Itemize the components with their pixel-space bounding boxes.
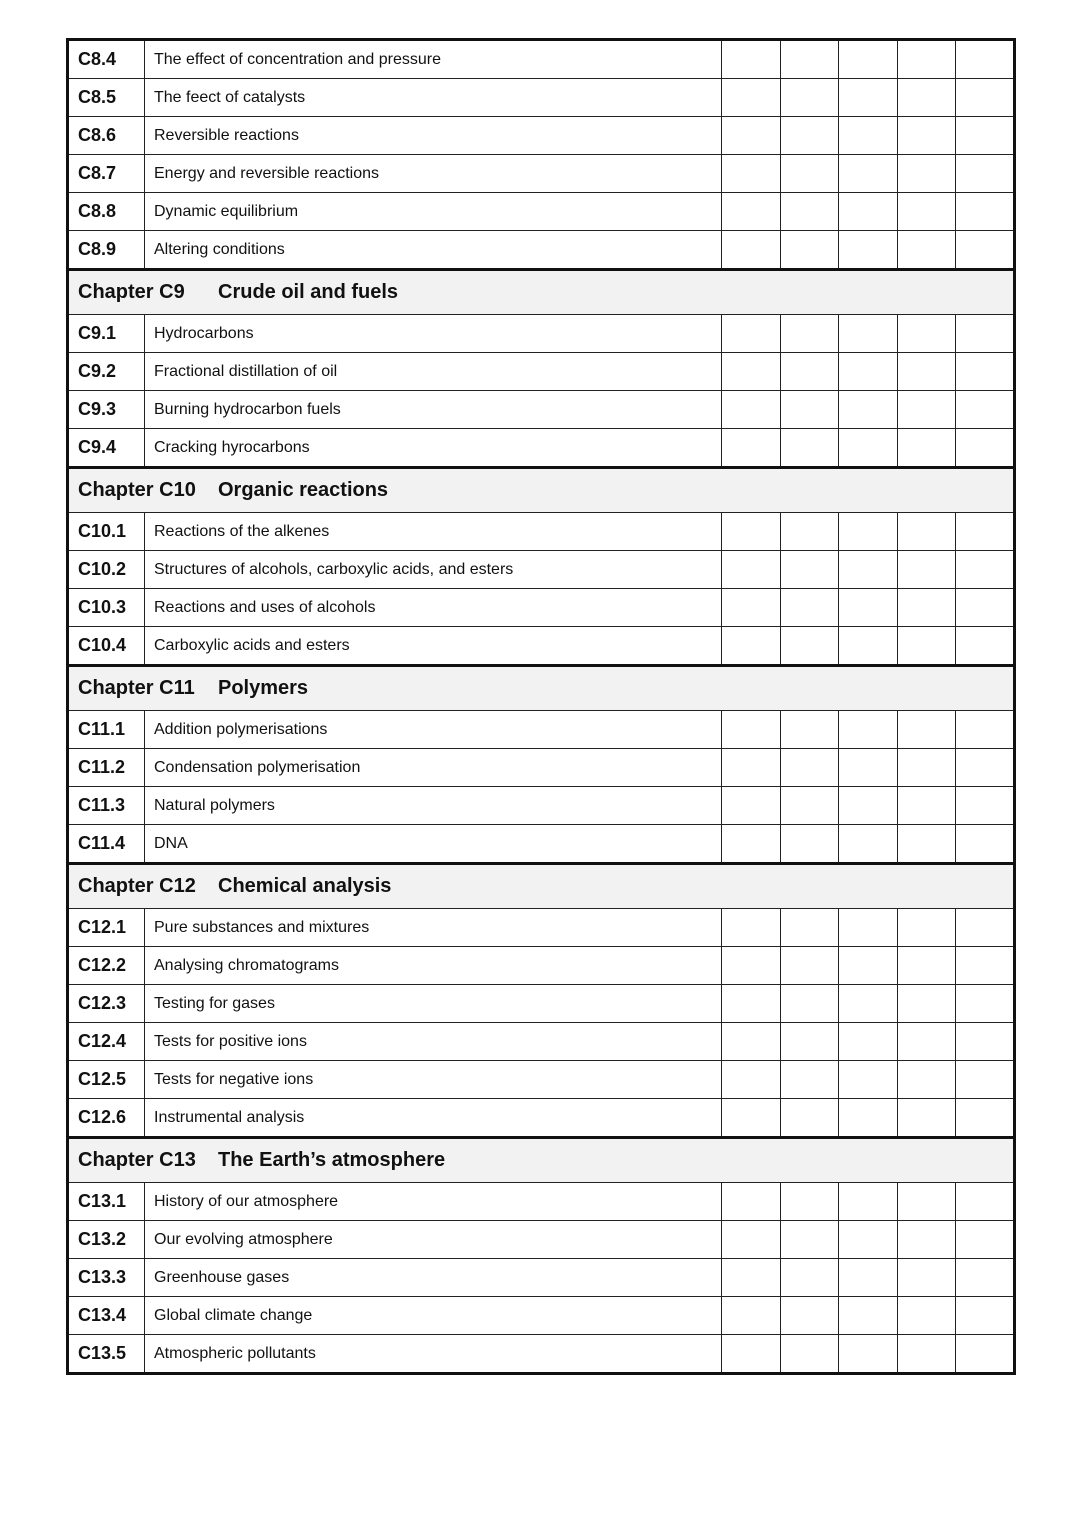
chapter-title: Chemical analysis [218,875,392,897]
rating-box-4[interactable] [897,40,956,79]
rating-box-4[interactable] [897,155,956,193]
rating-box-1[interactable] [722,193,781,231]
topic-code: C10.2 [68,551,145,589]
rating-box-5[interactable] [956,1335,1015,1374]
chapter-number: Chapter C10 [78,479,196,501]
rating-box-1[interactable] [722,909,781,947]
rating-box-3[interactable] [839,1297,898,1335]
rating-box-1[interactable] [722,551,781,589]
topic-row [68,1099,1015,1138]
rating-box-5[interactable] [956,1259,1015,1297]
chapter-number: Chapter C13 [78,1149,196,1171]
rating-box-2[interactable] [780,947,839,985]
rating-box-1[interactable] [722,513,781,551]
rating-box-3[interactable] [839,1335,898,1374]
rating-box-3[interactable] [839,985,898,1023]
topic-code: C9.4 [68,429,145,468]
topic-code: C13.3 [68,1259,145,1297]
rating-box-5[interactable] [956,825,1015,864]
rating-box-2[interactable] [780,1183,839,1221]
topic-title: The feect of catalysts [145,79,722,117]
chapter-header-row [68,666,1015,711]
rating-box-3[interactable] [839,193,898,231]
rating-box-5[interactable] [956,711,1015,749]
topic-row [68,589,1015,627]
rating-box-1[interactable] [722,985,781,1023]
topic-title: Structures of alcohols, carboxylic acids, and esters [145,551,722,589]
rating-box-2[interactable] [780,1023,839,1061]
rating-box-1[interactable] [722,231,781,270]
rating-box-5[interactable] [956,1061,1015,1099]
topic-code: C13.5 [68,1335,145,1374]
topic-title: Testing for gases [145,985,722,1023]
rating-box-2[interactable] [780,985,839,1023]
rating-box-5[interactable] [956,429,1015,468]
chapter-title: Crude oil and fuels [218,281,399,303]
rating-box-2[interactable] [780,193,839,231]
topic-title: The effect of concentration and pressure [145,40,722,79]
topic-code: C12.1 [68,909,145,947]
rating-box-1[interactable] [722,711,781,749]
chapter-header-cell [68,270,1015,315]
rating-box-3[interactable] [839,353,898,391]
topic-title: Hydrocarbons [145,315,722,353]
topic-row [68,1297,1015,1335]
rating-box-1[interactable] [722,589,781,627]
topic-title: Addition polymerisations [145,711,722,749]
topic-title: Tests for positive ions [145,1023,722,1061]
rating-box-5[interactable] [956,231,1015,270]
rating-box-1[interactable] [722,1183,781,1221]
topic-code: C8.5 [68,79,145,117]
rating-box-4[interactable] [897,391,956,429]
rating-box-1[interactable] [722,315,781,353]
topic-row [68,1221,1015,1259]
rating-box-5[interactable] [956,40,1015,79]
rating-box-2[interactable] [780,551,839,589]
chapter-title: Polymers [218,677,309,699]
rating-box-5[interactable] [956,627,1015,666]
rating-box-1[interactable] [722,117,781,155]
topic-code: C13.2 [68,1221,145,1259]
topic-title: Condensation polymerisation [145,749,722,787]
topic-title: Pure substances and mixtures [145,909,722,947]
topic-title: Altering conditions [145,231,722,270]
topic-code: C12.3 [68,985,145,1023]
rating-box-2[interactable] [780,825,839,864]
rating-box-4[interactable] [897,787,956,825]
rating-box-4[interactable] [897,1221,956,1259]
chapter-header-cell [68,468,1015,513]
topic-code: C13.4 [68,1297,145,1335]
rating-box-5[interactable] [956,985,1015,1023]
rating-box-3[interactable] [839,315,898,353]
rating-box-3[interactable] [839,1023,898,1061]
rating-box-1[interactable] [722,79,781,117]
rating-box-5[interactable] [956,1183,1015,1221]
rating-box-5[interactable] [956,551,1015,589]
rating-box-1[interactable] [722,627,781,666]
rating-box-4[interactable] [897,947,956,985]
topic-code: C11.4 [68,825,145,864]
rating-box-2[interactable] [780,787,839,825]
rating-box-4[interactable] [897,749,956,787]
topic-row [68,155,1015,193]
topic-row [68,1023,1015,1061]
topic-row [68,513,1015,551]
rating-box-2[interactable] [780,749,839,787]
topic-row [68,79,1015,117]
topic-title: Reactions of the alkenes [145,513,722,551]
topic-title: Reactions and uses of alcohols [145,589,722,627]
chapter-header-row [68,864,1015,909]
topic-row [68,1335,1015,1374]
rating-box-1[interactable] [722,1335,781,1374]
topic-code: C8.8 [68,193,145,231]
rating-box-4[interactable] [897,711,956,749]
topic-code: C8.9 [68,231,145,270]
rating-box-3[interactable] [839,589,898,627]
chapter-header-row [68,270,1015,315]
rating-box-3[interactable] [839,749,898,787]
rating-box-3[interactable] [839,391,898,429]
topic-row [68,985,1015,1023]
rating-box-5[interactable] [956,193,1015,231]
chapter-header-row [68,1138,1015,1183]
chapter-title: The Earth’s atmosphere [218,1149,446,1171]
rating-box-5[interactable] [956,1221,1015,1259]
topic-code: C10.4 [68,627,145,666]
topic-row [68,1061,1015,1099]
rating-box-3[interactable] [839,117,898,155]
rating-box-5[interactable] [956,589,1015,627]
rating-box-5[interactable] [956,513,1015,551]
topic-checklist-table [66,38,1016,1375]
rating-box-3[interactable] [839,79,898,117]
topic-title: Reversible reactions [145,117,722,155]
rating-box-5[interactable] [956,1297,1015,1335]
topic-code: C9.1 [68,315,145,353]
rating-box-2[interactable] [780,40,839,79]
chapter-number: Chapter C11 [78,677,195,699]
rating-box-3[interactable] [839,155,898,193]
topic-title: Instrumental analysis [145,1099,722,1138]
rating-box-4[interactable] [897,1297,956,1335]
topic-code: C11.3 [68,787,145,825]
rating-box-3[interactable] [839,1183,898,1221]
topic-title: Tests for negative ions [145,1061,722,1099]
chapter-number: Chapter C9 [78,281,185,303]
rating-box-4[interactable] [897,1061,956,1099]
topic-row [68,391,1015,429]
topic-row [68,117,1015,155]
rating-box-4[interactable] [897,231,956,270]
rating-box-4[interactable] [897,1335,956,1374]
rating-box-4[interactable] [897,985,956,1023]
topic-row [68,551,1015,589]
topic-title: Cracking hyrocarbons [145,429,722,468]
chapter-number: Chapter C12 [78,875,196,897]
topic-code: C12.2 [68,947,145,985]
rating-box-4[interactable] [897,825,956,864]
chapter-header-cell [68,1138,1015,1183]
topic-title: Our evolving atmosphere [145,1221,722,1259]
topic-code: C9.2 [68,353,145,391]
topic-row [68,231,1015,270]
rating-box-3[interactable] [839,1259,898,1297]
rating-box-2[interactable] [780,909,839,947]
topic-row [68,429,1015,468]
chapter-title: Organic reactions [218,479,389,501]
rating-box-3[interactable] [839,1099,898,1138]
rating-box-1[interactable] [722,1099,781,1138]
rating-box-3[interactable] [839,711,898,749]
rating-box-2[interactable] [780,1221,839,1259]
rating-box-4[interactable] [897,117,956,155]
rating-box-2[interactable] [780,429,839,468]
rating-box-1[interactable] [722,429,781,468]
rating-box-4[interactable] [897,551,956,589]
rating-box-1[interactable] [722,1221,781,1259]
rating-box-3[interactable] [839,40,898,79]
topic-row [68,315,1015,353]
rating-box-3[interactable] [839,909,898,947]
rating-box-3[interactable] [839,513,898,551]
rating-box-2[interactable] [780,353,839,391]
rating-box-5[interactable] [956,79,1015,117]
topic-title: Fractional distillation of oil [145,353,722,391]
topic-code: C12.5 [68,1061,145,1099]
rating-box-5[interactable] [956,909,1015,947]
rating-box-1[interactable] [722,787,781,825]
rating-box-3[interactable] [839,627,898,666]
rating-box-2[interactable] [780,1297,839,1335]
chapter-header-cell [68,864,1015,909]
topic-code: C12.6 [68,1099,145,1138]
rating-box-2[interactable] [780,627,839,666]
chapter-header-cell [68,666,1015,711]
rating-box-1[interactable] [722,353,781,391]
topic-code: C11.2 [68,749,145,787]
rating-box-4[interactable] [897,429,956,468]
rating-box-5[interactable] [956,947,1015,985]
topic-code: C11.1 [68,711,145,749]
rating-box-5[interactable] [956,315,1015,353]
rating-box-2[interactable] [780,589,839,627]
topic-title: Atmospheric pollutants [145,1335,722,1374]
topic-row [68,1183,1015,1221]
topic-row [68,711,1015,749]
topic-row [68,749,1015,787]
rating-box-4[interactable] [897,589,956,627]
topic-code: C10.3 [68,589,145,627]
topic-title: Energy and reversible reactions [145,155,722,193]
rating-box-4[interactable] [897,315,956,353]
rating-box-2[interactable] [780,155,839,193]
rating-box-2[interactable] [780,1099,839,1138]
rating-box-5[interactable] [956,787,1015,825]
rating-box-3[interactable] [839,787,898,825]
rating-box-1[interactable] [722,40,781,79]
rating-box-3[interactable] [839,429,898,468]
rating-box-1[interactable] [722,947,781,985]
topic-row [68,947,1015,985]
rating-box-4[interactable] [897,79,956,117]
topic-row [68,353,1015,391]
rating-box-2[interactable] [780,117,839,155]
rating-box-2[interactable] [780,1335,839,1374]
rating-box-4[interactable] [897,1099,956,1138]
rating-box-1[interactable] [722,391,781,429]
topic-code: C9.3 [68,391,145,429]
rating-box-5[interactable] [956,155,1015,193]
rating-box-5[interactable] [956,117,1015,155]
rating-box-4[interactable] [897,1259,956,1297]
rating-box-3[interactable] [839,825,898,864]
rating-box-1[interactable] [722,1259,781,1297]
chapter-header-row [68,468,1015,513]
rating-box-4[interactable] [897,627,956,666]
rating-box-4[interactable] [897,353,956,391]
rating-box-3[interactable] [839,947,898,985]
rating-box-2[interactable] [780,513,839,551]
topic-code: C8.6 [68,117,145,155]
rating-box-5[interactable] [956,1099,1015,1138]
topic-row [68,1259,1015,1297]
rating-box-1[interactable] [722,155,781,193]
rating-box-1[interactable] [722,749,781,787]
topic-row [68,825,1015,864]
rating-box-4[interactable] [897,513,956,551]
topic-title: Analysing chromatograms [145,947,722,985]
rating-box-1[interactable] [722,1023,781,1061]
topic-code: C8.7 [68,155,145,193]
topic-row [68,787,1015,825]
rating-box-2[interactable] [780,711,839,749]
rating-box-5[interactable] [956,1023,1015,1061]
rating-box-2[interactable] [780,79,839,117]
topic-title: Dynamic equilibrium [145,193,722,231]
topic-title: History of our atmosphere [145,1183,722,1221]
topic-row [68,40,1015,79]
topic-code: C10.1 [68,513,145,551]
rating-box-5[interactable] [956,749,1015,787]
topic-row [68,909,1015,947]
topic-code: C13.1 [68,1183,145,1221]
topic-title: Greenhouse gases [145,1259,722,1297]
rating-box-3[interactable] [839,1221,898,1259]
topic-title: Natural polymers [145,787,722,825]
rating-box-2[interactable] [780,231,839,270]
topic-row [68,193,1015,231]
topic-code: C12.4 [68,1023,145,1061]
rating-box-3[interactable] [839,1061,898,1099]
rating-box-1[interactable] [722,825,781,864]
rating-box-1[interactable] [722,1297,781,1335]
topic-title: Burning hydrocarbon fuels [145,391,722,429]
rating-box-2[interactable] [780,315,839,353]
rating-box-5[interactable] [956,353,1015,391]
rating-box-2[interactable] [780,1061,839,1099]
rating-box-2[interactable] [780,391,839,429]
topic-code: C8.4 [68,40,145,79]
rating-box-4[interactable] [897,1183,956,1221]
rating-box-4[interactable] [897,193,956,231]
topic-title: Carboxylic acids and esters [145,627,722,666]
rating-box-3[interactable] [839,231,898,270]
topic-title: Global climate change [145,1297,722,1335]
rating-box-4[interactable] [897,1023,956,1061]
topic-title: DNA [145,825,722,864]
rating-box-4[interactable] [897,909,956,947]
rating-box-3[interactable] [839,551,898,589]
rating-box-1[interactable] [722,1061,781,1099]
rating-box-5[interactable] [956,391,1015,429]
rating-box-2[interactable] [780,1259,839,1297]
topic-row [68,627,1015,666]
